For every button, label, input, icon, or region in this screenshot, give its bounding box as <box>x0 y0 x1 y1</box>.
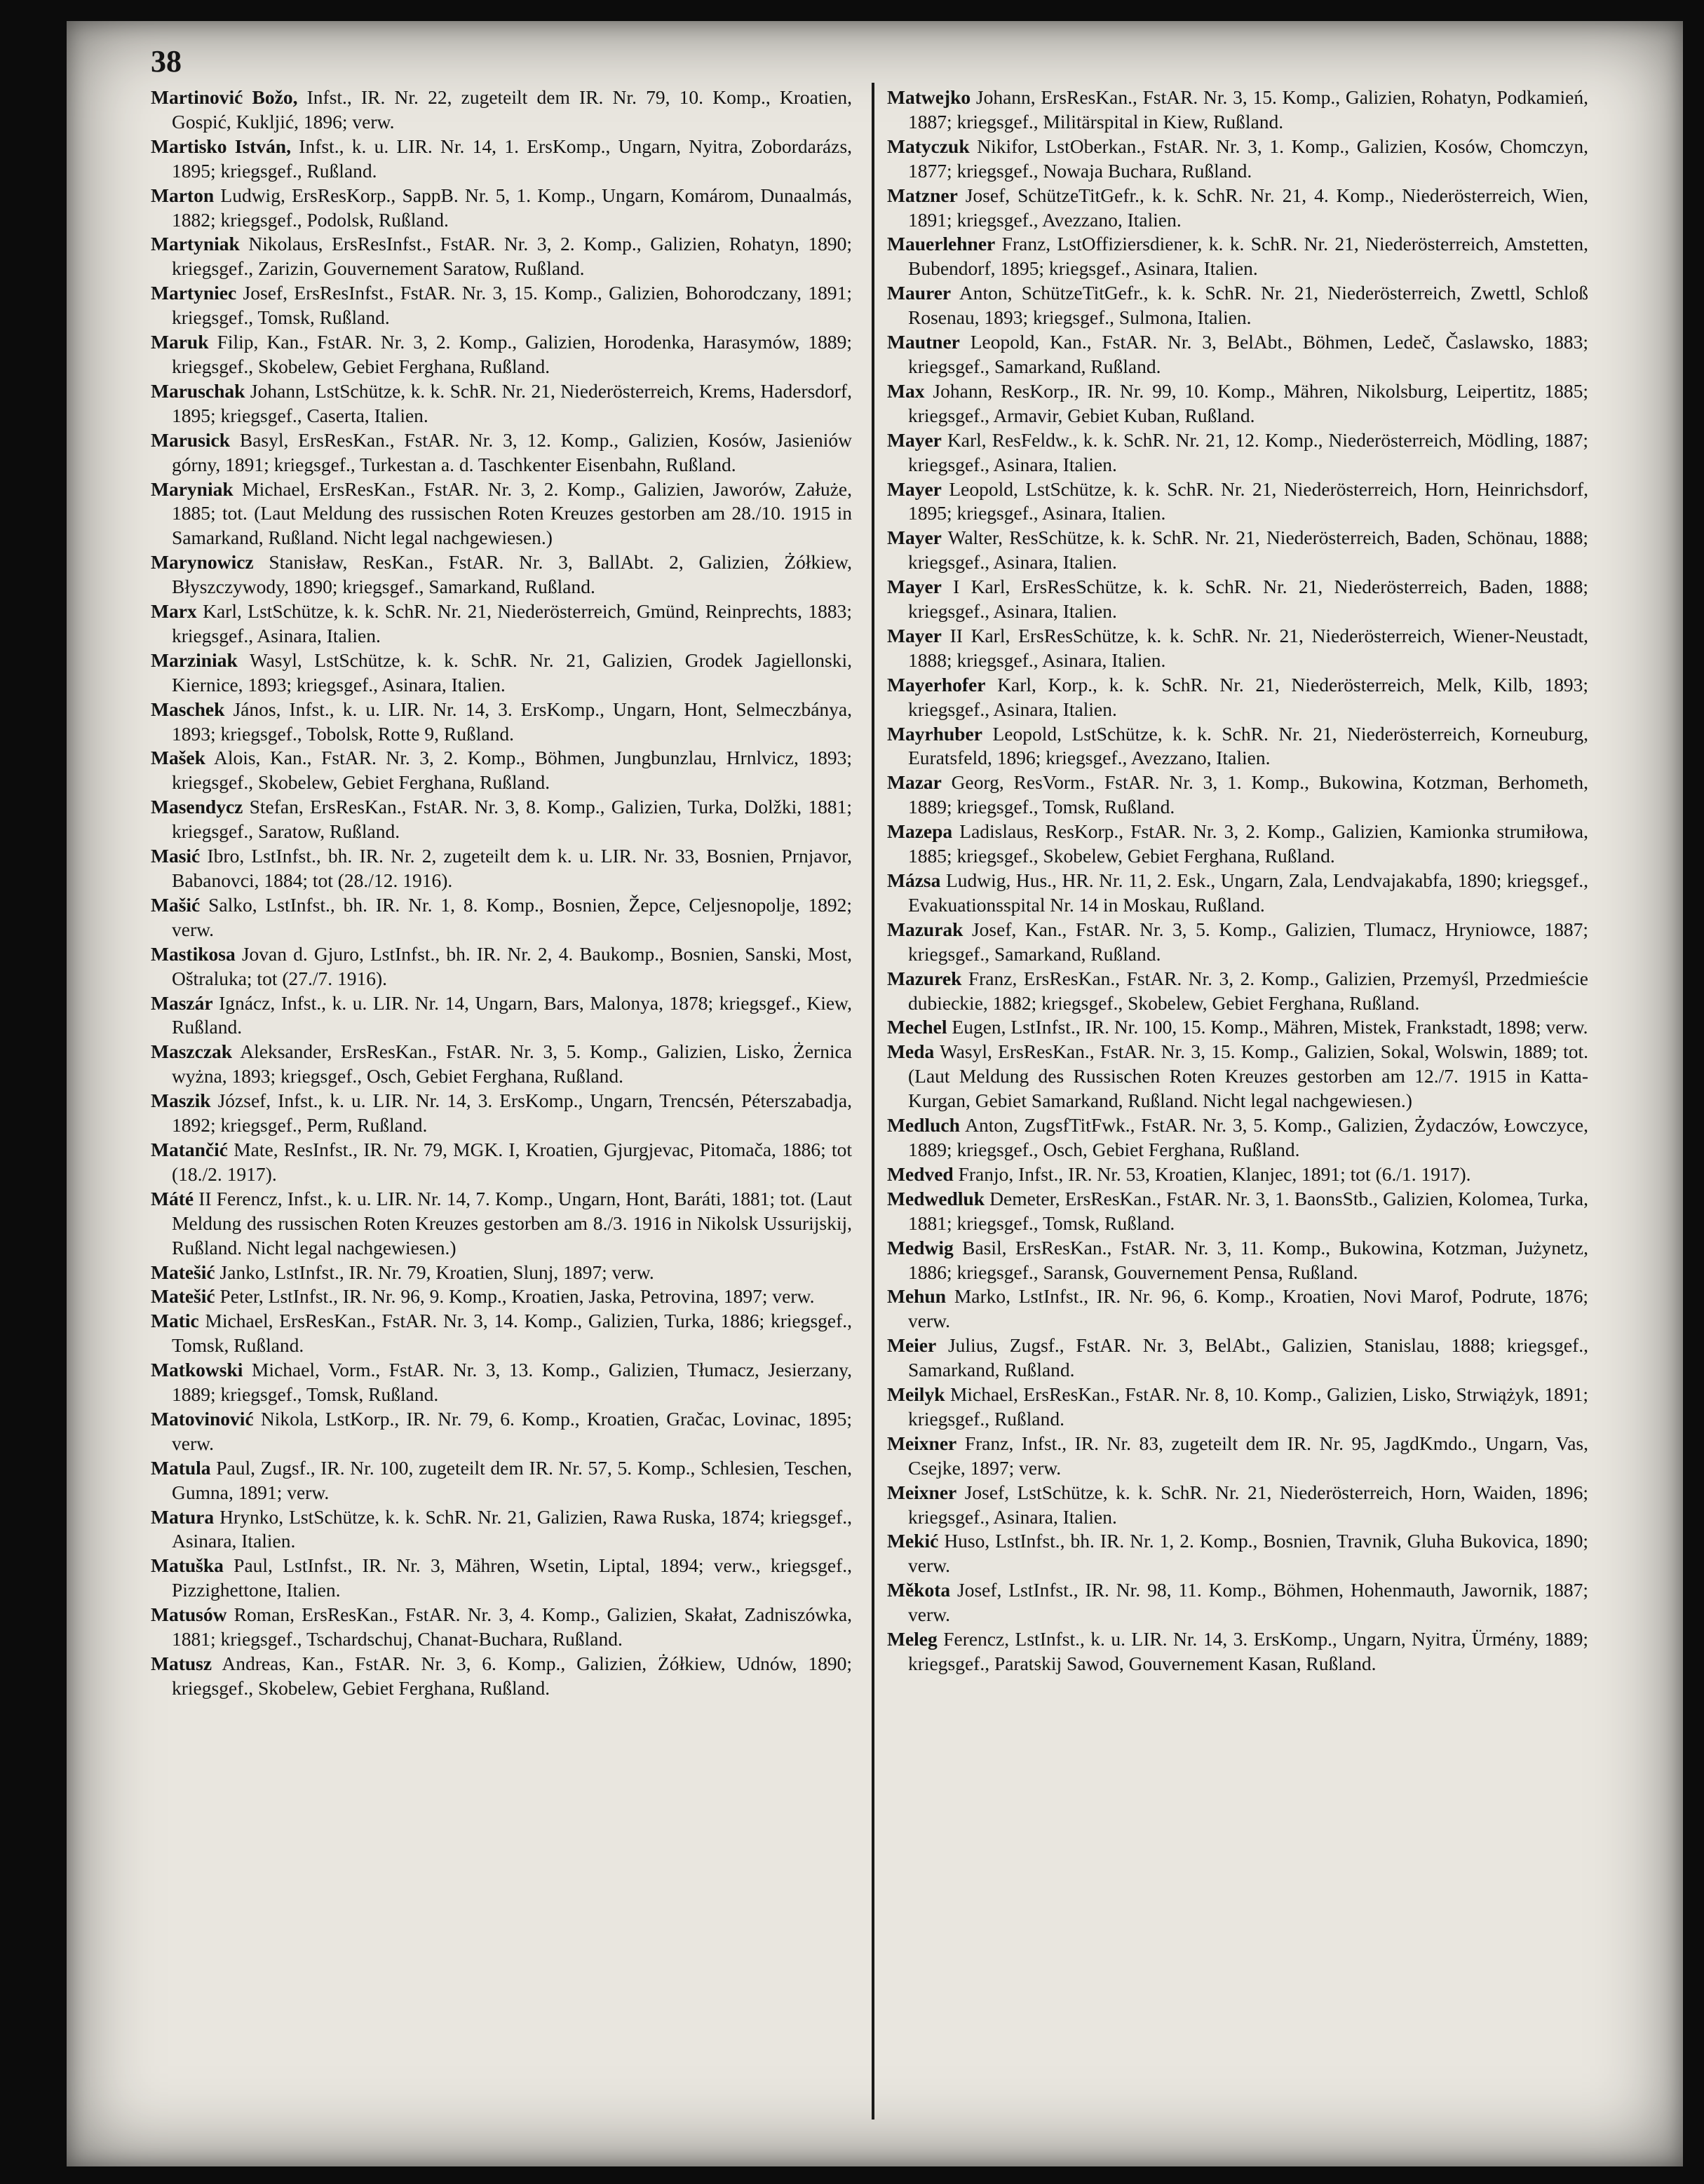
register-entry <box>151 281 852 330</box>
entry-surname: Mauerlehner <box>887 233 996 255</box>
entry-details: Anton, ZugsfTitFwk., FstAR. Nr. 3, 5. Komp., Galizien, Żydaczów, Łowczyce, 1889; kriegsgef., Osch, Gebiet Ferghana, Rußland. <box>908 1114 1588 1160</box>
entry-surname: Max <box>887 379 925 402</box>
entry-surname: Mayer <box>887 527 942 549</box>
entry-surname: Mautner <box>887 331 960 353</box>
entry-surname: Matula <box>151 1456 211 1479</box>
entry-details: Ludwig, ErsResKorp., SappB. Nr. 5, 1. Komp., Ungarn, Komárom, Dunaalmás, 1882; kriegsgef., Podolsk, Rußland. <box>172 184 852 231</box>
register-entry <box>151 1603 852 1652</box>
entry-surname: Marziniak <box>151 649 238 671</box>
entry-details: Julius, Zugsf., FstAR. Nr. 3, BelAbt., Galizien, Stanislau, 1888; kriegsgef., Samarkand, Rußland. <box>908 1334 1588 1381</box>
register-entry <box>887 1187 1588 1236</box>
entry-details: II Ferencz, Infst., k. u. LIR. Nr. 14, 7. Komp., Ungarn, Hont, Baráti, 1881; tot. (Laut Meldung des russischen Roten Kreuzes gestorben am 8./3. 1916 in Nikolsk Ussurijskij, Rußland. Nicht legal nachgewiesen.) <box>172 1187 853 1259</box>
entry-details: Johann, ResKorp., IR. Nr. 99, 10. Komp., Mähren, Nikolsburg, Leipertitz, 1885; kriegsgef., Armavir, Gebiet Kuban, Rußland. <box>908 379 1588 426</box>
entry-details: Josef, Kan., FstAR. Nr. 3, 5. Komp., Galizien, Tlumacz, Hryniowce, 1887; kriegsgef., Samarkand, Rußland. <box>908 918 1589 965</box>
entry-surname: Matešić <box>151 1285 215 1308</box>
entry-details: Demeter, ErsResKan., FstAR. Nr. 3, 1. BaonsStb., Galizien, Kolomea, Turka, 1881; kriegsgef., Tomsk, Rußland. <box>908 1187 1588 1234</box>
entry-details: Roman, ErsResKan., FstAR. Nr. 3, 4. Komp., Galizien, Skałat, Zadniszówka, 1881; kriegsgef., Tschardschuj, Chanat-Buchara, Rußland. <box>172 1603 852 1650</box>
document-page <box>67 21 1683 2166</box>
entry-details: Paul, LstInfst., IR. Nr. 3, Mähren, Wsetin, Liptal, 1894; verw., kriegsgef., Pizzighettone, Italien. <box>172 1554 853 1601</box>
entry-details: Michael, Vorm., FstAR. Nr. 3, 13. Komp., Galizien, Tłumacz, Jesierzany, 1889; kriegsgef., Tomsk, Rußland. <box>172 1359 852 1406</box>
entry-details: Josef, ErsResInfst., FstAR. Nr. 3, 15. Komp., Galizien, Bohorodczany, 1891; kriegsgef., Tomsk, Rußland. <box>172 282 853 329</box>
entry-surname: Matzner <box>887 184 958 206</box>
entry-details: Karl, LstSchütze, k. k. SchR. Nr. 21, Niederösterreich, Gmünd, Reinprechts, 1883; kriegsgef., Asinara, Italien. <box>172 600 853 646</box>
entry-details: Aleksander, ErsResKan., FstAR. Nr. 3, 5. Komp., Galizien, Lisko, Żernica wyżna, 1893; kriegsgef., Osch, Gebiet Ferghana, Rußland. <box>172 1040 852 1087</box>
entry-details: Filip, Kan., FstAR. Nr. 3, 2. Komp., Galizien, Horodenka, Harasymów, 1889; kriegsgef., Skobelew, Gebiet Ferghana, Rußland. <box>172 331 853 377</box>
entry-details: Anton, SchützeTitGefr., k. k. SchR. Nr. 21, Niederösterreich, Zwettl, Schloß Rosenau, 1893; kriegsgef., Sulmona, Italien. <box>908 282 1588 329</box>
entry-details: Franjo, Infst., IR. Nr. 53, Kroatien, Klanjec, 1891; tot (6./1. 1917). <box>958 1162 1471 1185</box>
entry-surname: Mazurak <box>887 918 963 940</box>
register-entry <box>887 1236 1588 1285</box>
register-entry <box>887 428 1588 477</box>
register-entry <box>887 379 1588 428</box>
entry-details: Wasyl, ErsResKan., FstAR. Nr. 3, 15. Komp., Galizien, Sokal, Wolswin, 1889; tot. (Laut Meldung des Russischen Roten Kreuzes gestorben am 12./7. 1915 in Katta-Kurgan, Gebiet Samarkand, Rußland. Nicht legal nachgewiesen.) <box>908 1040 1588 1112</box>
entry-details: Michael, ErsResKan., FstAR. Nr. 3, 2. Komp., Galizien, Jaworów, Załuże, 1885; tot. (Laut Meldung des russischen Roten Kreuzes gestorben am 28./10. 1915 in Samarkand, Rußland. Nicht legal nachgewiesen.) <box>172 477 852 549</box>
entry-surname: Maszczak <box>151 1040 233 1063</box>
register-entry <box>887 330 1588 379</box>
entry-details: Ladislaus, ResKorp., FstAR. Nr. 3, 2. Komp., Galizien, Kamionka strumiłowa, 1885; kriegsgef., Skobelew, Gebiet Ferghana, Rußland. <box>908 820 1589 867</box>
register-entry <box>151 599 852 649</box>
entry-surname: Masendycz <box>151 796 243 818</box>
entry-surname: Maszik <box>151 1090 211 1112</box>
entry-surname: Matančić <box>151 1138 228 1160</box>
page-number: 38 <box>151 44 182 79</box>
entry-details: Nikola, LstKorp., IR. Nr. 79, 6. Komp., Kroatien, Gračac, Lovinac, 1895; verw. <box>172 1407 853 1454</box>
entry-details: Karl, ResFeldw., k. k. SchR. Nr. 21, 12. Komp., Niederösterreich, Mödling, 1887; kriegsgef., Asinara, Italien. <box>908 428 1588 475</box>
entry-details: Wasyl, LstSchütze, k. k. SchR. Nr. 21, Galizien, Grodek Jagiellonski, Kiernice, 1893; kriegsgef., Asinara, Italien. <box>172 649 852 696</box>
entry-details: Infst., IR. Nr. 22, zugeteilt dem IR. Nr. 79, 10. Komp., Kroatien, Gospić, Kukljić, 1896; verw. <box>172 86 852 133</box>
entry-details: Salko, LstInfst., bh. IR. Nr. 1, 8. Komp., Bosnien, Žepce, Celjesnopolje, 1892; verw. <box>172 893 853 940</box>
entry-surname: Masić <box>151 845 201 867</box>
register-entry <box>887 967 1588 1016</box>
entry-surname: Medluch <box>887 1114 960 1137</box>
register-entry <box>151 698 852 747</box>
register-entry <box>151 1089 852 1138</box>
register-entry <box>887 1284 1588 1334</box>
register-entry <box>151 477 852 551</box>
register-entry <box>887 1627 1588 1676</box>
entry-surname: Meier <box>887 1334 937 1357</box>
entry-details: I Karl, ErsResSchütze, k. k. SchR. Nr. 21, Niederösterreich, Baden, 1888; kriegsgef., Asinara, Italien. <box>908 576 1589 623</box>
register-entry <box>887 1529 1588 1578</box>
entry-surname: Medwedluk <box>887 1187 985 1209</box>
entry-surname: Matuška <box>151 1554 224 1577</box>
register-entry <box>887 1040 1588 1113</box>
register-entry <box>887 575 1588 624</box>
entry-surname: Marynowicz <box>151 551 254 574</box>
register-entry <box>887 86 1588 135</box>
entry-details: Georg, ResVorm., FstAR. Nr. 3, 1. Komp., Bukowina, Kotzman, Berhometh, 1889; kriegsgef., Tomsk, Rußland. <box>908 771 1588 818</box>
entry-details: Marko, LstInfst., IR. Nr. 96, 6. Komp., Kroatien, Novi Marof, Podrute, 1876; verw. <box>908 1285 1588 1332</box>
register-entry <box>887 526 1588 575</box>
entry-surname: Mašek <box>151 747 205 769</box>
entry-details: Eugen, LstInfst., IR. Nr. 100, 15. Komp., Mähren, Mistek, Frankstadt, 1898; verw. <box>952 1016 1588 1038</box>
entry-details: II Karl, ErsResSchütze, k. k. SchR. Nr. 21, Niederösterreich, Wiener-Neustadt, 1888; kriegsgef., Asinara, Italien. <box>908 624 1588 671</box>
register-entry <box>151 1358 852 1407</box>
entry-details: Huso, LstInfst., bh. IR. Nr. 1, 2. Komp., Bosnien, Travnik, Gluha Bukovica, 1890; verw. <box>908 1530 1588 1577</box>
entry-details: József, Infst., k. u. LIR. Nr. 14, 3. ErsKomp., Ungarn, Trencsén, Péterszabadja, 1892; kriegsgef., Perm, Rußland. <box>172 1090 852 1137</box>
entry-details: Infst., k. u. LIR. Nr. 14, 1. ErsKomp., Ungarn, Nyitra, Zobordarázs, 1895; kriegsgef., Rußland. <box>172 135 853 182</box>
entry-details: Janko, LstInfst., IR. Nr. 79, Kroatien, Slunj, 1897; verw. <box>219 1261 654 1283</box>
entry-details: Ferencz, LstInfst., k. u. LIR. Nr. 14, 3. ErsKomp., Ungarn, Nyitra, Ürmény, 1889; kriegsgef., Paratskij Sawod, Gouvernement Kasan, Rußland. <box>908 1628 1589 1674</box>
register-entry <box>151 649 852 698</box>
entry-details: Walter, ResSchütze, k. k. SchR. Nr. 21, Niederösterreich, Baden, Schönau, 1888; kriegsgef., Asinara, Italien. <box>908 527 1588 574</box>
entry-details: Franz, ErsResKan., FstAR. Nr. 3, 2. Komp., Galizien, Przemyśl, Przedmieście dubieckie, 1882; kriegsgef., Skobelew, Gebiet Ferghana, Rußland. <box>908 967 1589 1014</box>
entry-surname: Meleg <box>887 1628 938 1650</box>
entry-surname: Martyniec <box>151 282 237 304</box>
entry-details: Stanisław, ResKan., FstAR. Nr. 3, BallAbt. 2, Galizien, Żółkiew, Błyszczywody, 1890; kriegsgef., Samarkand, Rußland. <box>172 551 852 598</box>
register-entry <box>887 820 1588 869</box>
entry-surname: Mechel <box>887 1016 947 1038</box>
register-entry <box>151 1138 852 1187</box>
register-entry <box>151 1652 852 1701</box>
entry-details: János, Infst., k. u. LIR. Nr. 14, 3. ErsKomp., Ungarn, Hont, Selmeczbánya, 1893; kriegsgef., Tobolsk, Rotte 9, Rußland. <box>172 698 852 745</box>
entry-surname: Mazepa <box>887 820 953 843</box>
left-column <box>151 86 852 1701</box>
entry-surname: Meixner <box>887 1481 957 1503</box>
register-entry <box>887 281 1588 330</box>
entry-surname: Matovinović <box>151 1407 254 1430</box>
register-entry <box>887 184 1588 233</box>
entry-details: Franz, LstOffiziersdiener, k. k. SchR. Nr. 21, Niederösterreich, Amstetten, Bubendorf, 1895; kriegsgef., Asinara, Italien. <box>908 233 1589 280</box>
entry-details: Nikolaus, ErsResInfst., FstAR. Nr. 3, 2. Komp., Galizien, Rohatyn, 1890; kriegsgef., Zarizin, Gouvernement Saratow, Rußland. <box>172 233 853 280</box>
entry-details: Michael, ErsResKan., FstAR. Nr. 3, 14. Komp., Galizien, Turka, 1886; kriegsgef., Tomsk, Rußland. <box>172 1310 853 1357</box>
entry-surname: Mazurek <box>887 967 962 989</box>
register-entry <box>887 918 1588 967</box>
entry-surname: Matešić <box>151 1261 215 1283</box>
register-entry <box>151 428 852 477</box>
register-entry <box>151 184 852 233</box>
entry-surname: Meilyk <box>887 1383 945 1406</box>
entry-details: Mate, ResInfst., IR. Nr. 79, MGK. I, Kroatien, Gjurgjevac, Pitomača, 1886; tot (18./2. 1917). <box>172 1138 853 1185</box>
register-entry <box>151 893 852 942</box>
entry-surname: Martyniak <box>151 233 240 255</box>
entry-surname: Mastikosa <box>151 942 236 965</box>
entry-details: Karl, Korp., k. k. SchR. Nr. 21, Niederösterreich, Melk, Kilb, 1893; kriegsgef., Asinara, Italien. <box>908 673 1589 720</box>
entry-details: Alois, Kan., FstAR. Nr. 3, 2. Komp., Böhmen, Jungbunzlau, Hrnlvicz, 1893; kriegsgef., Skobelew, Gebiet Ferghana, Rußland. <box>172 747 853 794</box>
register-entry <box>887 869 1588 918</box>
entry-surname: Mayrhuber <box>887 722 982 745</box>
entry-surname: Martisko István, <box>151 135 291 157</box>
register-entry <box>151 1187 852 1261</box>
entry-details: Andreas, Kan., FstAR. Nr. 3, 6. Komp., Galizien, Żółkiew, Udnów, 1890; kriegsgef., Skobelew, Gebiet Ferghana, Rußland. <box>172 1653 852 1699</box>
entry-details: Franz, Infst., IR. Nr. 83, zugeteilt dem IR. Nr. 95, JagdKmdo., Ungarn, Vas, Csejke, 1897; verw. <box>908 1432 1588 1479</box>
entry-details: Basil, ErsResKan., FstAR. Nr. 3, 11. Komp., Bukowina, Kotzman, Jużynetz, 1886; kriegsgef., Saransk, Gouvernement Pensa, Rußland. <box>908 1236 1588 1283</box>
entry-details: Stefan, ErsResKan., FstAR. Nr. 3, 8. Komp., Galizien, Turka, Dolžki, 1881; kriegsgef., Saratow, Rußland. <box>172 796 852 843</box>
entry-surname: Matkowski <box>151 1359 243 1381</box>
register-entry <box>887 1162 1588 1187</box>
entry-details: Johann, LstSchütze, k. k. SchR. Nr. 21, Niederösterreich, Krems, Hadersdorf, 1895; kriegsgef., Caserta, Italien. <box>172 379 852 426</box>
entry-surname: Matyczuk <box>887 135 970 157</box>
entry-details: Nikifor, LstOberkan., FstAR. Nr. 3, 1. Komp., Galizien, Kosów, Chomczyn, 1877; kriegsgef., Nowaja Buchara, Rußland. <box>908 135 1588 182</box>
register-entry <box>151 550 852 599</box>
column-divider <box>872 83 874 2119</box>
register-entry <box>151 86 852 135</box>
entry-surname: Měkota <box>887 1579 951 1601</box>
entry-surname: Mayer <box>887 624 942 646</box>
register-entry <box>151 844 852 893</box>
register-entry <box>151 1407 852 1456</box>
register-entry <box>151 942 852 991</box>
register-entry <box>887 477 1588 527</box>
entry-surname: Matura <box>151 1505 215 1528</box>
register-entry <box>887 624 1588 673</box>
entry-surname: Maryniak <box>151 477 234 500</box>
entry-surname: Mazar <box>887 771 942 794</box>
entry-surname: Matusów <box>151 1603 227 1626</box>
register-entry <box>887 673 1588 722</box>
entry-details: Ludwig, Hus., HR. Nr. 11, 2. Esk., Ungarn, Zala, Lendvajakabfa, 1890; kriegsgef., Evakuationsspital Nr. 14 in Moskau, Rußland. <box>908 869 1589 916</box>
entry-surname: Marusick <box>151 428 231 451</box>
entry-surname: Meda <box>887 1040 935 1063</box>
entry-details: Michael, ErsResKan., FstAR. Nr. 8, 10. Komp., Galizien, Lisko, Strwiążyk, 1891; kriegsgef., Rußland. <box>908 1383 1588 1430</box>
entry-surname: Mayer <box>887 576 942 598</box>
register-entry <box>887 1383 1588 1432</box>
register-entry <box>887 232 1588 281</box>
register-entry <box>887 135 1588 184</box>
entry-details: Josef, SchützeTitGefr., k. k. SchR. Nr. 21, 4. Komp., Niederösterreich, Wien, 1891; kriegsgef., Avezzano, Italien. <box>908 184 1589 231</box>
entry-surname: Medved <box>887 1162 954 1185</box>
register-entry <box>887 1334 1588 1383</box>
register-entry <box>887 1432 1588 1481</box>
entry-details: Peter, LstInfst., IR. Nr. 96, 9. Komp., Kroatien, Jaska, Petrovina, 1897; verw. <box>219 1285 815 1308</box>
register-entry <box>151 1309 852 1358</box>
entry-surname: Maszár <box>151 991 213 1014</box>
register-entry <box>887 1015 1588 1040</box>
entry-surname: Mayer <box>887 428 942 451</box>
register-entry <box>887 1578 1588 1627</box>
register-entry <box>887 1113 1588 1162</box>
register-entry <box>151 1261 852 1285</box>
entry-details: Basyl, ErsResKan., FstAR. Nr. 3, 12. Komp., Galizien, Kosów, Jasieniów górny, 1891; kriegsgef., Turkestan a. d. Taschkenter Eisenbahn, Rußland. <box>172 428 852 475</box>
entry-details: Paul, Zugsf., IR. Nr. 100, zugeteilt dem IR. Nr. 57, 5. Komp., Schlesien, Teschen, Gumna, 1891; verw. <box>172 1456 853 1503</box>
register-entry <box>151 135 852 184</box>
entry-surname: Matic <box>151 1310 199 1332</box>
entry-surname: Medwig <box>887 1236 954 1259</box>
entry-surname: Matwejko <box>887 86 971 108</box>
entry-details: Josef, LstSchütze, k. k. SchR. Nr. 21, Niederösterreich, Horn, Waiden, 1896; kriegsgef., Asinara, Italien. <box>908 1481 1588 1528</box>
register-entry <box>151 330 852 379</box>
register-entry <box>151 1554 852 1603</box>
register-entry <box>887 1481 1588 1530</box>
register-entry <box>151 232 852 281</box>
entry-surname: Mehun <box>887 1285 947 1308</box>
entry-details: Ignácz, Infst., k. u. LIR. Nr. 14, Ungarn, Bars, Malonya, 1878; kriegsgef., Kiew, Rußland. <box>172 991 852 1038</box>
entry-details: Leopold, LstSchütze, k. k. SchR. Nr. 21, Niederösterreich, Korneuburg, Euratsfeld, 1896; kriegsgef., Avezzano, Italien. <box>908 722 1588 769</box>
register-entry <box>151 1505 852 1554</box>
register-entry <box>151 1456 852 1505</box>
register-entry <box>151 1284 852 1309</box>
entry-surname: Maruk <box>151 331 209 353</box>
entry-details: Leopold, LstSchütze, k. k. SchR. Nr. 21, Niederösterreich, Horn, Heinrichsdorf, 1895; kriegsgef., Asinara, Italien. <box>908 477 1588 524</box>
register-entry <box>151 991 852 1040</box>
entry-details: Johann, ErsResKan., FstAR. Nr. 3, 15. Komp., Galizien, Rohatyn, Podkamień, 1887; kriegsgef., Militärspital in Kiew, Rußland. <box>908 86 1588 133</box>
register-entry <box>151 379 852 428</box>
entry-surname: Meixner <box>887 1432 957 1454</box>
entry-surname: Marton <box>151 184 215 206</box>
entry-surname: Marx <box>151 600 197 623</box>
entry-surname: Mašić <box>151 893 201 916</box>
register-entry <box>151 1040 852 1089</box>
entry-surname: Mayer <box>887 477 942 500</box>
entry-surname: Maschek <box>151 698 225 720</box>
entry-surname: Maruschak <box>151 379 245 402</box>
entry-surname: Matusz <box>151 1653 212 1674</box>
register-entry <box>887 722 1588 771</box>
entry-surname: Mázsa <box>887 869 941 891</box>
entry-surname: Mayerhofer <box>887 673 986 696</box>
entry-details: Leopold, Kan., FstAR. Nr. 3, BelAbt., Böhmen, Ledeč, Časlawsko, 1883; kriegsgef., Samarkand, Rußland. <box>908 331 1589 377</box>
entry-surname: Martinović Božo, <box>151 86 298 108</box>
entry-surname: Maurer <box>887 282 952 304</box>
register-entry <box>151 746 852 795</box>
right-column <box>887 86 1588 1676</box>
entry-details: Jovan d. Gjuro, LstInfst., bh. IR. Nr. 2, 4. Baukomp., Bosnien, Sanski, Most, Oštraluka; tot (27./7. 1916). <box>172 942 852 989</box>
entry-details: Hrynko, LstSchütze, k. k. SchR. Nr. 21, Galizien, Rawa Ruska, 1874; kriegsgef., Asinara, Italien. <box>172 1505 852 1552</box>
entry-details: Ibro, LstInfst., bh. IR. Nr. 2, zugeteilt dem k. u. LIR. Nr. 33, Bosnien, Prnjavor, Babanovci, 1884; tot (28./12. 1916). <box>172 845 853 891</box>
entry-surname: Máté <box>151 1187 194 1209</box>
entry-details: Josef, LstInfst., IR. Nr. 98, 11. Komp., Böhmen, Hohenmauth, Jawornik, 1887; verw. <box>908 1579 1588 1626</box>
register-entry <box>887 771 1588 820</box>
entry-surname: Mekić <box>887 1530 939 1552</box>
register-entry <box>151 795 852 844</box>
